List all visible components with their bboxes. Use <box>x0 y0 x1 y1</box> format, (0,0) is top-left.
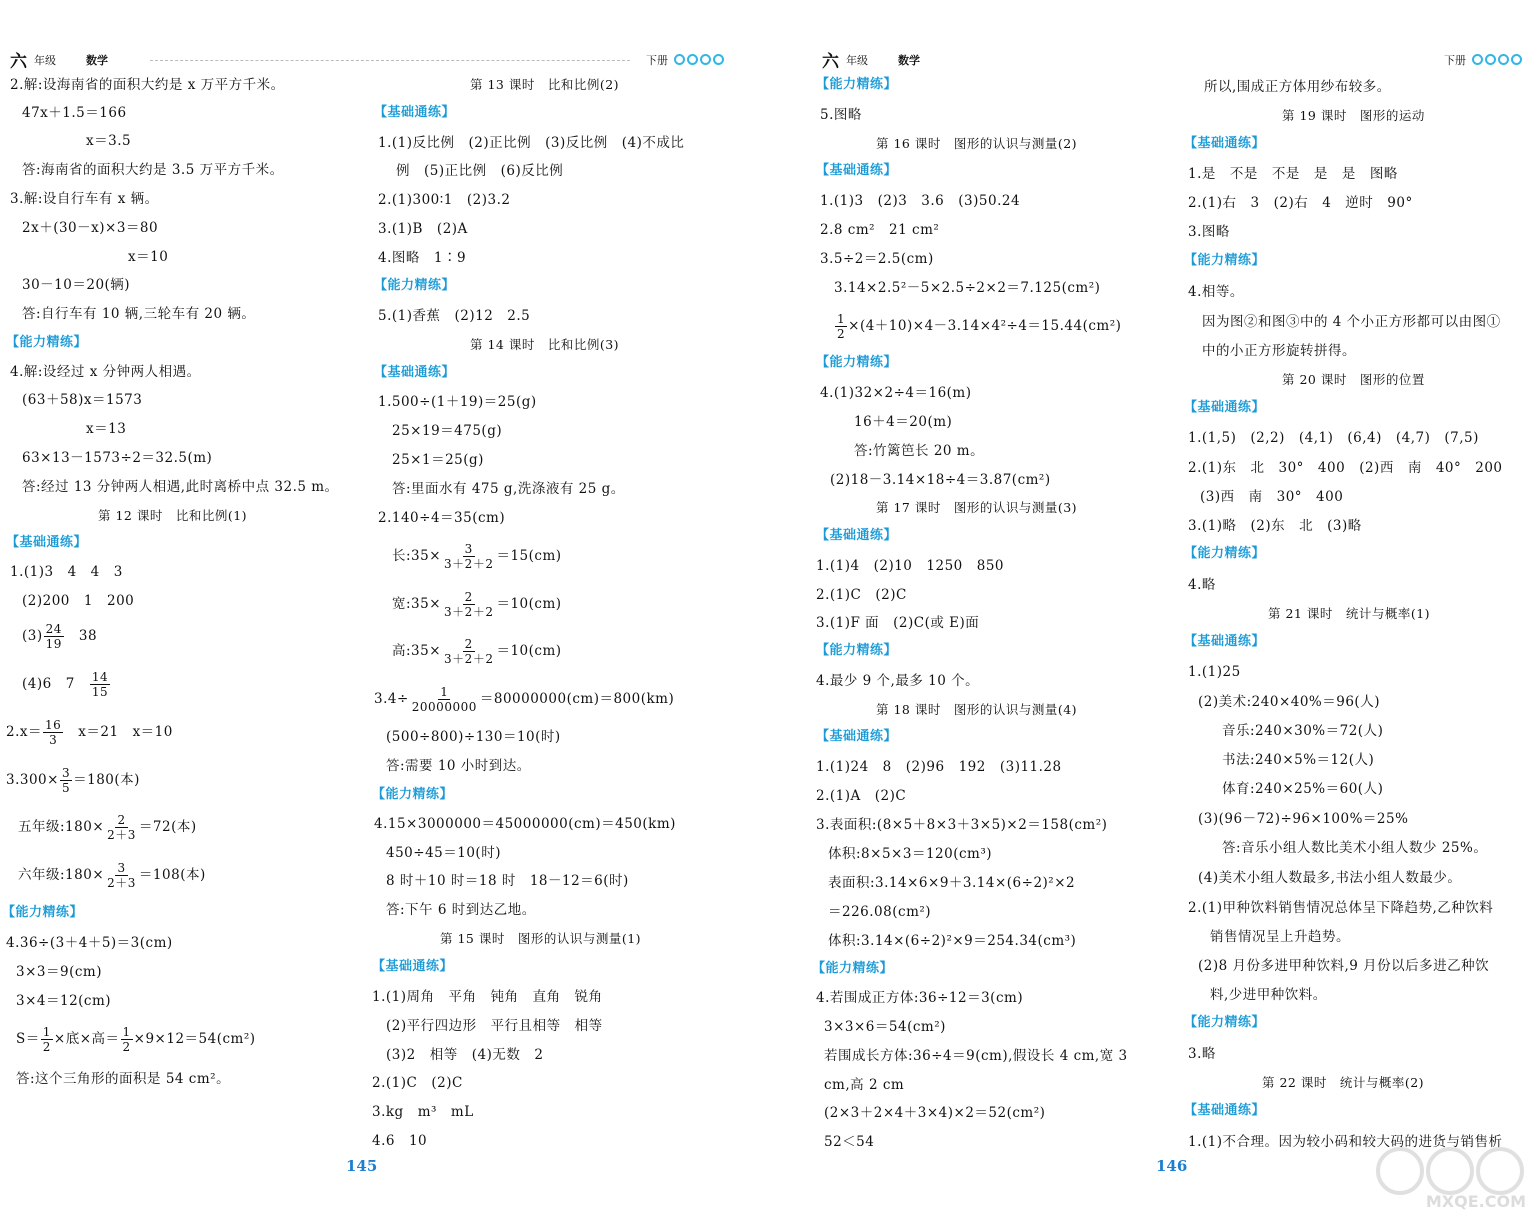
answer-line: 答:海南省的面积大约是 3.5 万平方千米。 <box>22 162 284 178</box>
lesson-title: 第 16 课时 图形的认识与测量(2) <box>876 136 1078 151</box>
section-tag: 【能力精练】 <box>1184 253 1266 268</box>
answer-line: 六年级:180× $\frac{3}{2+3}$ ＝108(本) <box>18 861 206 890</box>
answer-line: 4.略 <box>1188 577 1216 593</box>
section-tag: 【能力精练】 <box>816 643 898 658</box>
section-tag: 【能力精练】 <box>2 905 84 920</box>
grade-mark: 六 <box>10 52 27 72</box>
left-header <box>0 50 768 70</box>
answer-line: 答:里面水有 475 g,洗涤液有 25 g。 <box>392 481 625 497</box>
answer-line: (3) $\frac{24}{19}$ 38 <box>22 622 98 651</box>
lesson-title: 第 12 课时 比和比例(1) <box>98 508 248 523</box>
answer-line: 长:35× $\frac{3}{3+2+2}$ ＝15(cm) <box>392 542 562 571</box>
answer-line: 30－10＝20(辆) <box>22 277 131 293</box>
page-number: 145 <box>346 1157 378 1175</box>
answer-line: (2)18－3.14×18÷4＝3.87(cm²) <box>830 472 1051 488</box>
answer-line: 1.是 不是 不是 是 是 图略 <box>1188 166 1398 182</box>
answer-line: 1.(1)反比例 (2)正比例 (3)反比例 (4)不成比 <box>378 135 685 151</box>
answer-line: 3.4÷ $\frac{1}{20000000}$ ＝80000000(cm)＝800(km) <box>374 685 675 714</box>
answer-line: 1.(1)24 8 (2)96 192 (3)11.28 <box>816 759 1062 775</box>
answer-line: 答:下午 6 时到达乙地。 <box>386 902 536 918</box>
answer-line: 16＋4＝20(m) <box>854 414 953 430</box>
answer-line: 2.140÷4＝35(cm) <box>378 510 506 526</box>
answer-line: 2.(1)A (2)C <box>816 788 907 804</box>
answer-line: 表面积:3.14×6×9＋3.14×(6÷2)²×2 <box>828 875 1076 891</box>
answer-line: 3.解:设自行车有 x 辆。 <box>10 191 159 207</box>
answer-line: 2.(1)右 3 (2)右 4 逆时 90° <box>1188 195 1413 211</box>
answer-line: 8 时＋10 时＝18 时 18－12＝6(时) <box>386 873 629 889</box>
answer-line: 料,少进甲种饮料。 <box>1210 987 1327 1003</box>
answer-line: (500÷800)÷130＝10(时) <box>386 729 561 745</box>
answer-line: (3)(96－72)÷96×100%＝25% <box>1198 811 1409 827</box>
answer-line: 3×4＝12(cm) <box>16 993 112 1009</box>
answer-line: 2.8 cm² 21 cm² <box>820 222 940 238</box>
section-tag: 【能力精练】 <box>6 335 88 350</box>
lesson-title: 第 19 课时 图形的运动 <box>1282 108 1425 123</box>
section-tag: 【基础通练】 <box>816 528 898 543</box>
answer-line: 1.(1)3 (2)3 3.6 (3)50.24 <box>820 193 1021 209</box>
answer-line: 2.(1)C (2)C <box>816 587 907 603</box>
answer-line: 25×1＝25(g) <box>392 452 484 468</box>
section-tag: 【基础通练】 <box>1184 1103 1266 1118</box>
lesson-title: 第 18 课时 图形的认识与测量(4) <box>876 702 1078 717</box>
grade-mark: 六 <box>822 52 839 72</box>
answer-line: ＝226.08(cm²) <box>828 904 932 920</box>
right-page <box>768 0 1536 1221</box>
grade-label: 年级 <box>846 54 868 67</box>
answer-line: 因为图②和图③中的 4 个小正方形都可以由图① <box>1202 314 1501 330</box>
grade-label: 年级 <box>34 54 56 67</box>
answer-line: 52＜54 <box>824 1134 875 1150</box>
section-tag: 【能力精练】 <box>816 355 898 370</box>
answer-line: 体积:3.14×(6÷2)²×9＝254.34(cm³) <box>828 933 1077 949</box>
section-tag: 【基础通练】 <box>374 365 456 380</box>
section-tag: 【能力精练】 <box>816 77 898 92</box>
answer-line: (3)2 相等 (4)无数 2 <box>386 1047 544 1063</box>
answer-line: 2x＋(30－x)×3＝80 <box>22 220 159 236</box>
page-number: 146 <box>1156 1157 1188 1175</box>
section-tag: 【基础通练】 <box>1184 634 1266 649</box>
answer-line: 3.(1)B (2)A <box>378 221 468 237</box>
answer-line: 1.(1)不合理。因为较小码和较大码的进货与销售析 <box>1188 1134 1503 1150</box>
subject-label: 数学 <box>898 54 920 67</box>
lesson-title: 第 21 课时 统计与概率(1) <box>1268 606 1431 621</box>
answer-line: 1.500÷(1＋19)＝25(g) <box>378 394 537 410</box>
answer-line: 体育:240×25%＝60(人) <box>1222 781 1384 797</box>
answer-line: 音乐:240×30%＝72(人) <box>1222 723 1384 739</box>
section-tag: 【能力精练】 <box>812 961 894 976</box>
answer-line: 3×3＝9(cm) <box>16 964 102 980</box>
answer-line: 高:35× $\frac{2}{3+2+2}$ ＝10(cm) <box>392 637 562 666</box>
rating-dots <box>1472 54 1522 65</box>
answer-line: x＝10 <box>128 249 169 265</box>
answer-line: 63×13－1573÷2＝32.5(m) <box>22 450 213 466</box>
answer-line: 1.(1)25 <box>1188 664 1241 680</box>
subject-label: 数学 <box>86 54 108 67</box>
answer-line: 450÷45＝10(时) <box>386 845 501 861</box>
answer-line: 1.(1)周角 平角 钝角 直角 锐角 <box>372 989 603 1005</box>
answer-line: 1.(1,5) (2,2) (4,1) (6,4) (4,7) (7,5) <box>1188 430 1479 446</box>
answer-line: 4.(1)32×2÷4＝16(m) <box>820 385 972 401</box>
answer-line: 答:这个三角形的面积是 54 cm²。 <box>16 1071 231 1087</box>
answer-line: (2×3＋2×4＋3×4)×2＝52(cm²) <box>824 1105 1046 1121</box>
answer-line: 1.(1)3 4 4 3 <box>10 564 123 580</box>
answer-line: 1.(1)4 (2)10 1250 850 <box>816 558 1005 574</box>
answer-line: 47x＋1.5＝166 <box>22 105 127 121</box>
lesson-title: 第 14 课时 比和比例(3) <box>470 337 620 352</box>
answer-line: 2.(1)东 北 30° 400 (2)西 南 40° 200 <box>1188 460 1503 476</box>
answer-line: 五年级:180× $\frac{2}{2+3}$ ＝72(本) <box>18 813 197 842</box>
answer-line: 4.若围成正方体:36÷12＝3(cm) <box>816 990 1024 1006</box>
answer-line: 体积:8×5×3＝120(cm³) <box>828 846 993 862</box>
section-tag: 【基础通练】 <box>816 163 898 178</box>
right-header <box>768 50 1536 70</box>
answer-line: (2)8 月份多进甲种饮料,9 月份以后多进乙种饮 <box>1198 958 1490 974</box>
section-tag: 【基础通练】 <box>1184 136 1266 151</box>
answer-line: 书法:240×5%＝12(人) <box>1222 752 1375 768</box>
lesson-title: 第 13 课时 比和比例(2) <box>470 77 620 92</box>
section-tag: 【能力精练】 <box>1184 546 1266 561</box>
answer-line: 3×3×6＝54(cm²) <box>824 1019 946 1035</box>
answer-line: 5.图略 <box>820 107 862 123</box>
answer-line: 答:需要 10 小时到达。 <box>386 758 531 774</box>
answer-line: 4.图略 1∶9 <box>378 250 467 266</box>
answer-line: 25×19＝475(g) <box>392 423 503 439</box>
answer-line: 所以,围成正方体用纱布较多。 <box>1204 79 1391 95</box>
answer-line: 例 (5)正比例 (6)反比例 <box>396 163 564 179</box>
answer-line: (4)美术小组人数最多,书法小组人数最少。 <box>1198 870 1462 886</box>
answer-line: 2.(1)甲种饮料销售情况总体呈下降趋势,乙种饮料 <box>1188 900 1494 916</box>
answer-line: 3.表面积:(8×5＋8×3＋3×5)×2＝158(cm²) <box>816 817 1108 833</box>
answer-line: 若围成长方体:36÷4＝9(cm),假设长 4 cm,宽 3 <box>824 1048 1128 1064</box>
answer-line: S＝ $\frac{1}{2}$ ×底×高＝ $\frac{1}{2}$ ×9×12＝54(cm²) <box>16 1025 256 1054</box>
answer-line: (3)西 南 30° 400 <box>1200 489 1344 505</box>
section-tag: 【基础通练】 <box>374 105 456 120</box>
answer-line: 3.300× $\frac{3}{5}$ ＝180(本) <box>6 766 140 795</box>
answer-line: 4.15×3000000＝45000000(cm)＝450(km) <box>374 816 676 832</box>
answer-line: 答:音乐小组人数比美术小组人数少 25%。 <box>1222 840 1488 856</box>
header-rule <box>150 60 630 61</box>
answer-line: 3.14×2.5²－5×2.5÷2×2＝7.125(cm²) <box>834 280 1101 296</box>
answer-line: 答:竹篱笆长 20 m。 <box>854 443 985 459</box>
answer-line: (4)6 7 $\frac{14}{15}$ <box>22 670 109 699</box>
answer-line: (2)平行四边形 平行且相等 相等 <box>386 1018 603 1034</box>
lesson-title: 第 17 课时 图形的认识与测量(3) <box>876 500 1078 515</box>
answer-line: 3.kg m³ mL <box>372 1104 474 1120</box>
answer-line: 4.36÷(3＋4＋5)＝3(cm) <box>6 935 173 951</box>
answer-line: 3.(1)F 面 (2)C(或 E)面 <box>816 615 980 631</box>
volume-label: 下册 <box>1444 54 1466 67</box>
rating-dots <box>674 54 724 65</box>
answer-line: (2)200 1 200 <box>22 593 135 609</box>
answer-line: 2.x＝ $\frac{16}{3}$ x＝21 x＝10 <box>6 718 173 747</box>
section-tag: 【能力精练】 <box>374 278 456 293</box>
answer-line: x＝13 <box>86 421 127 437</box>
section-tag: 【能力精练】 <box>372 787 454 802</box>
answer-line: 答:经过 13 分钟两人相遇,此时离桥中点 32.5 m。 <box>22 479 339 495</box>
answer-line: 宽:35× $\frac{2}{3+2+2}$ ＝10(cm) <box>392 590 562 619</box>
answer-line: 3.5÷2＝2.5(cm) <box>820 251 934 267</box>
lesson-title: 第 22 课时 统计与概率(2) <box>1262 1075 1425 1090</box>
answer-line: 3.略 <box>1188 1046 1216 1062</box>
section-tag: 【基础通练】 <box>372 959 454 974</box>
answer-line: (2)美术:240×40%＝96(人) <box>1198 694 1380 710</box>
answer-line: 4.6 10 <box>372 1133 428 1149</box>
section-tag: 【能力精练】 <box>1184 1015 1266 1030</box>
answer-line: 4.解:设经过 x 分钟两人相遇。 <box>10 364 201 380</box>
watermark-text: MXQE.COM <box>1425 1192 1526 1211</box>
answer-line: 销售情况呈上升趋势。 <box>1210 929 1350 945</box>
answer-line: cm,高 2 cm <box>824 1077 905 1093</box>
watermark-logo <box>1370 1143 1530 1213</box>
answer-line: 3.(1)略 (2)东 北 (3)略 <box>1188 518 1362 534</box>
volume-label: 下册 <box>646 54 668 67</box>
answer-line: 答:自行车有 10 辆,三轮车有 20 辆。 <box>22 306 256 322</box>
lesson-title: 第 15 课时 图形的认识与测量(1) <box>440 931 642 946</box>
answer-line: 2.(1)300∶1 (2)3.2 <box>378 192 511 208</box>
answer-line: $\frac{1}{2}$ ×(4＋10)×4－3.14×4²÷4＝15.44(cm²) <box>837 312 1122 341</box>
answer-line: 4.最少 9 个,最多 10 个。 <box>816 673 980 689</box>
answer-line: (63＋58)x＝1573 <box>22 392 143 408</box>
section-tag: 【基础通练】 <box>816 729 898 744</box>
section-tag: 【基础通练】 <box>1184 400 1266 415</box>
answer-line: 3.图略 <box>1188 224 1230 240</box>
answer-line: 5.(1)香蕉 (2)12 2.5 <box>378 308 531 324</box>
answer-line: 2.解:设海南省的面积大约是 x 万平方千米。 <box>10 77 285 93</box>
lesson-title: 第 20 课时 图形的位置 <box>1282 372 1425 387</box>
answer-line: x＝3.5 <box>86 133 132 149</box>
section-tag: 【基础通练】 <box>6 535 88 550</box>
answer-line: 4.相等。 <box>1188 284 1244 300</box>
answer-line: 2.(1)C (2)C <box>372 1075 463 1091</box>
answer-line: 中的小正方形旋转拼得。 <box>1202 343 1356 359</box>
